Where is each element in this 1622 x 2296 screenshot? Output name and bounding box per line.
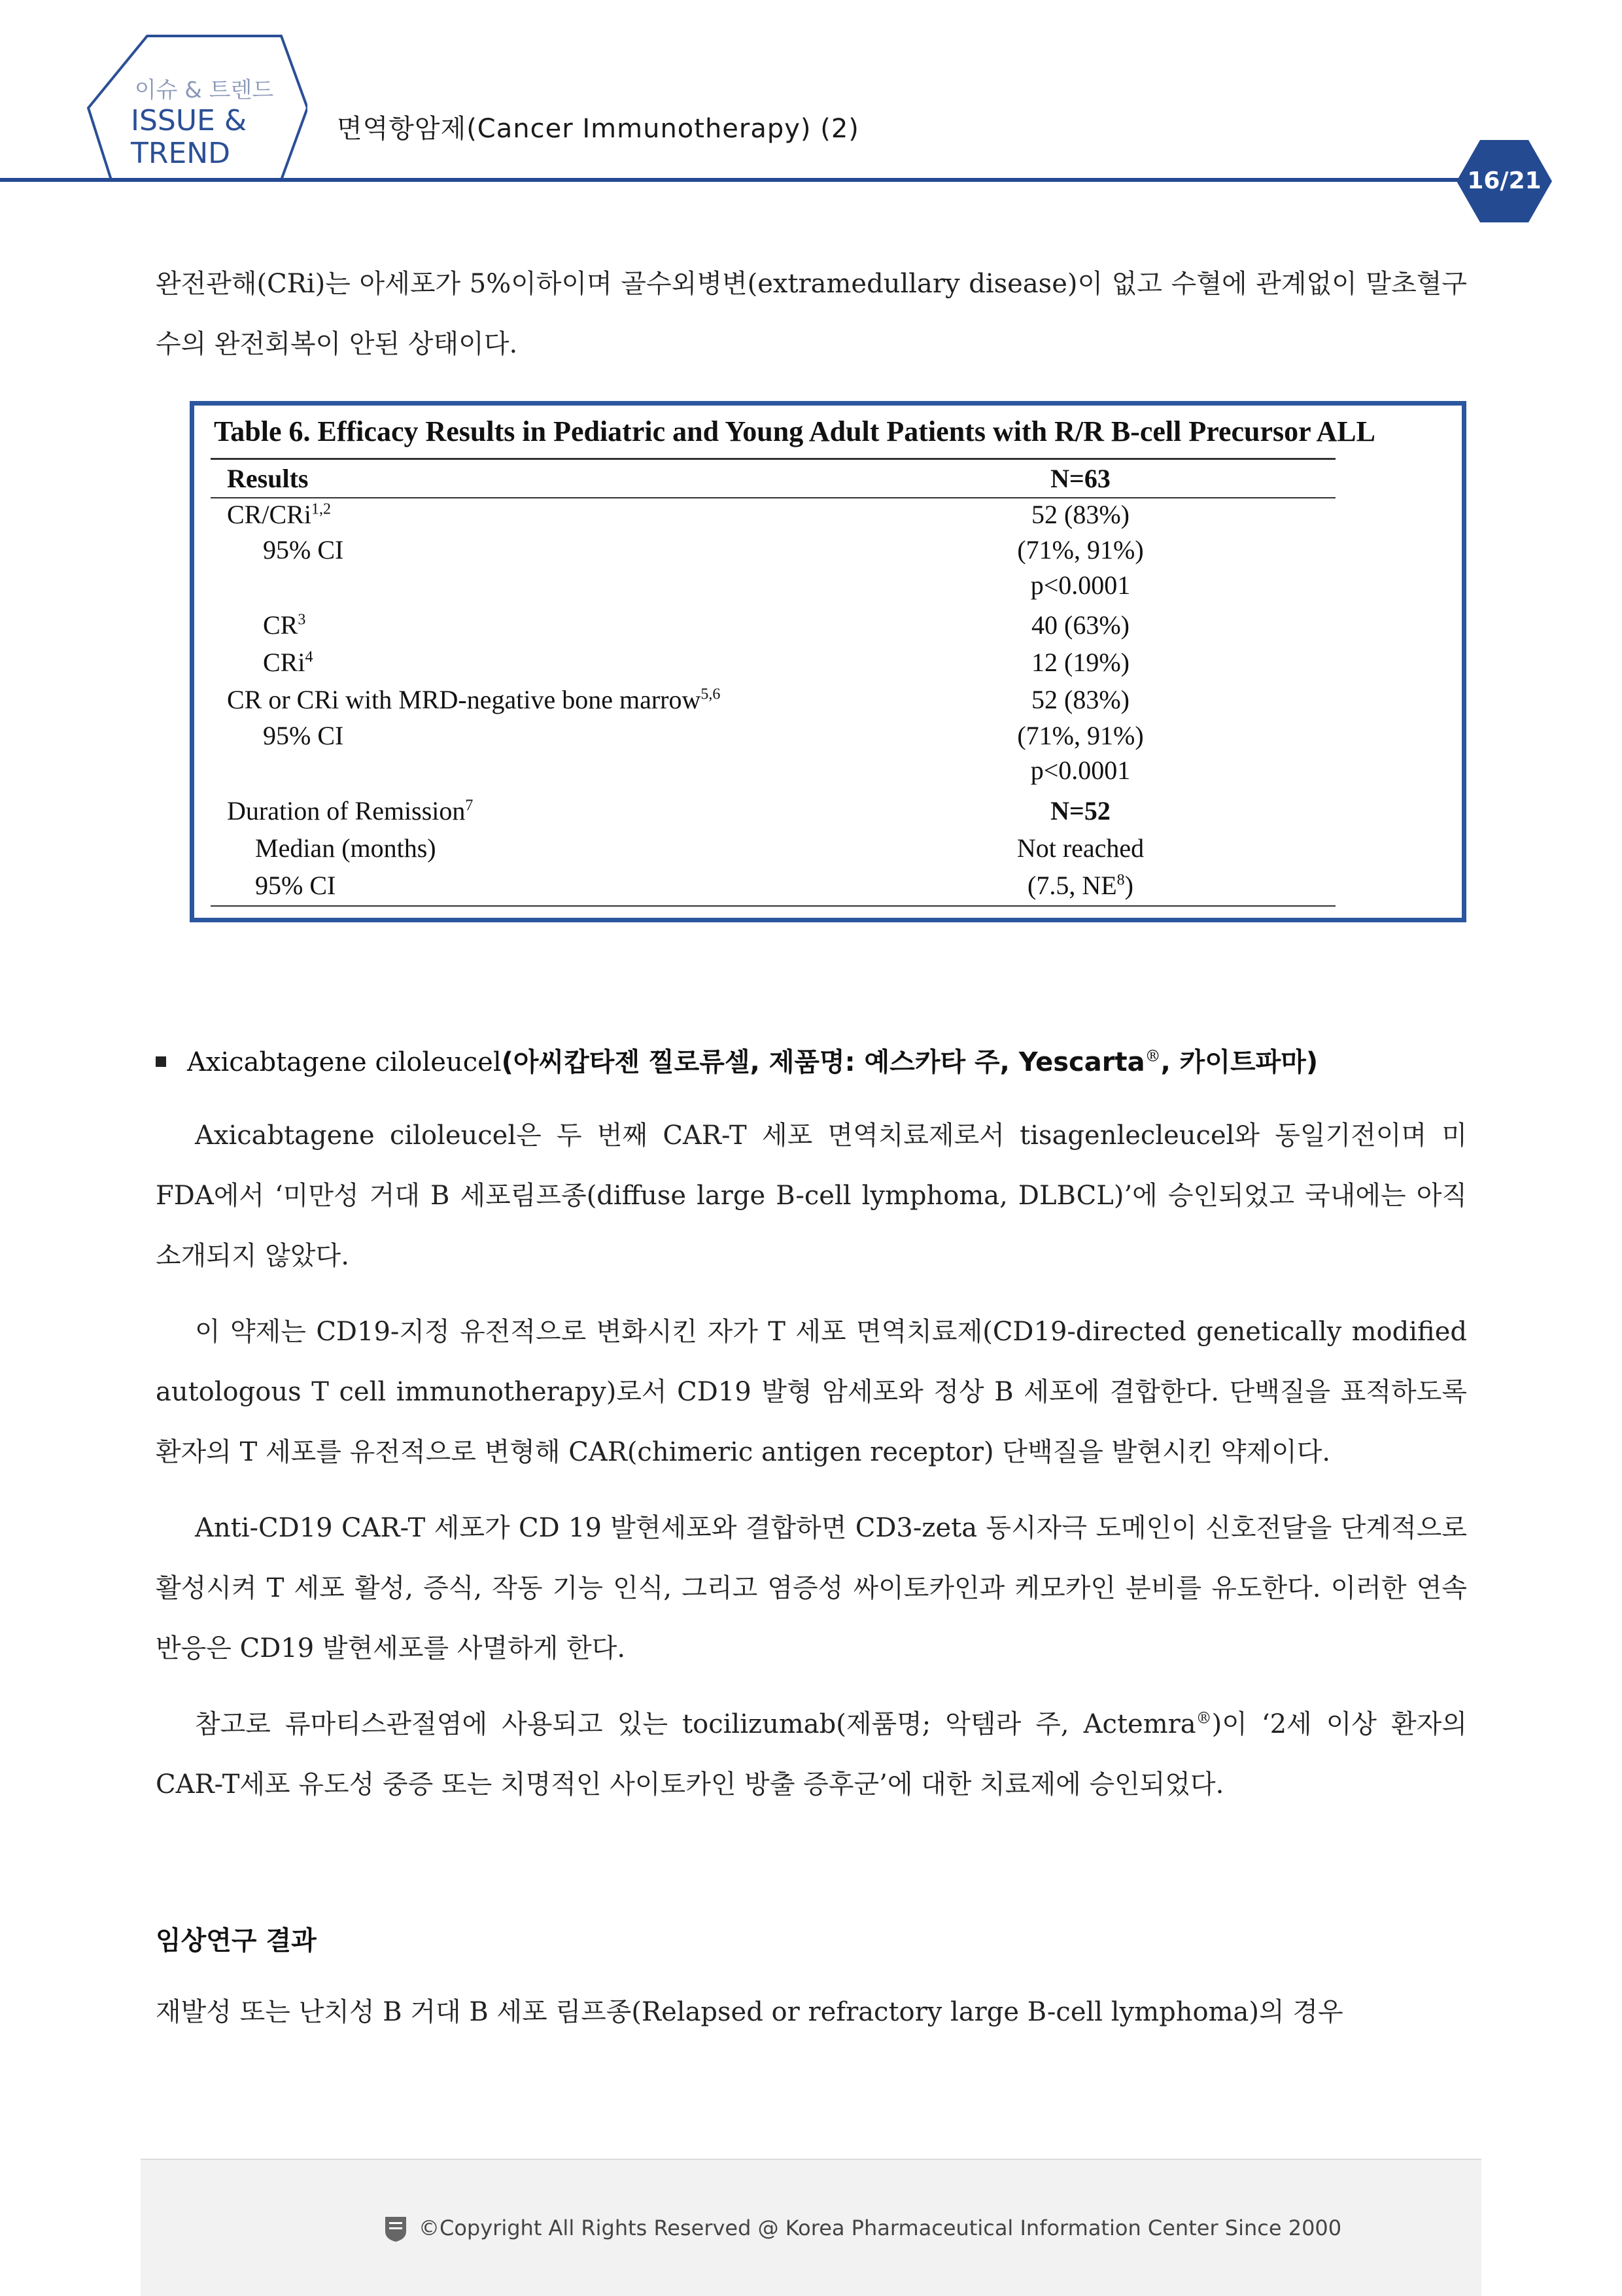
row-label-sup: 5,6 — [700, 686, 721, 703]
row-label — [263, 610, 305, 640]
registered-mark: ® — [1145, 1047, 1161, 1066]
table-header-row — [211, 463, 1336, 498]
toc-text-1: 참고로 류마티스관절염에 사용되고 있는 tocilizumab(제품명; 악템라 주, Actemra — [195, 1709, 1196, 1739]
row-label-sup: 7 — [465, 797, 474, 814]
toc-text-2: )이 ‘2세 이상 환자의 CAR-T세포 유도성 중증 또는 치명적인 사이토카인 방출 증후군’에 대한 치료제에 승인되었다. — [156, 1709, 1467, 1800]
page-number: 16/21 — [1467, 167, 1542, 194]
kpic-shield-icon — [383, 2214, 409, 2243]
row-label: Median (months) — [255, 833, 436, 863]
drug-name-kr: (아씨캅타젠 찔로류셀, 제품명: 예스카타 주, Yescarta — [501, 1047, 1145, 1077]
row-label — [227, 795, 473, 826]
row-label-text: CR — [263, 610, 298, 640]
row-value-prefix: (7.5, NE — [1027, 871, 1117, 900]
row-value: 52 (83%) — [1031, 500, 1130, 529]
logo-korean-label: 이슈 & 트렌드 — [134, 77, 274, 103]
body-paragraph: Axicabtagene ciloleucel은 두 번째 CAR-T 세포 면역치료제로서 tisagenlecleucel와 동일기전이며 미 FDA에서 ‘미만성 거대 B 세포림프종(diffuse large B-cell lymphoma, DLBCL)’에 승인되었고 국내에는 아직 소개되지 않았다. — [156, 1121, 1467, 1271]
logo-line-1: ISSUE & — [131, 104, 247, 137]
table-row — [211, 720, 1336, 756]
table-row — [211, 610, 1336, 645]
page-header-title: 면역항암제(Cancer Immunotherapy) (2) — [337, 114, 859, 144]
row-label: 95% CI — [255, 871, 336, 900]
table-bottom-rule — [211, 905, 1336, 907]
clinical-results-line: 재발성 또는 난치성 B 거대 B 세포 림프종(Relapsed or refractory large B-cell lymphoma)의 경우 — [156, 1997, 1343, 2027]
logo-line-2: TREND — [131, 137, 231, 170]
table-row — [211, 833, 1336, 868]
row-label — [227, 684, 720, 715]
row-value: N=52 — [1050, 796, 1111, 826]
row-label — [227, 499, 331, 530]
square-bullet-icon — [156, 1056, 166, 1067]
row-label-sup: 3 — [298, 611, 306, 629]
table-header-results: Results — [227, 464, 309, 493]
drug-name-en: Axicabtagene ciloleucel — [187, 1047, 502, 1077]
row-value — [982, 870, 1179, 901]
table-row — [211, 499, 1336, 534]
toc-registered-mark: ® — [1196, 1709, 1212, 1728]
table-row — [211, 570, 1336, 605]
table-row — [211, 870, 1336, 905]
row-value: p<0.0001 — [1030, 756, 1131, 785]
row-value: (71%, 91%) — [1017, 721, 1144, 750]
row-value: 12 (19%) — [1031, 648, 1130, 677]
row-label-sup: 1,2 — [311, 500, 331, 518]
table-row — [211, 534, 1336, 570]
intro-paragraph: 완전관해(CRi)는 아세포가 5%이하이며 골수외병변(extramedullary disease)이 없고 수혈에 관계없이 말초혈구수의 완전회복이 안된 상태이다. — [156, 269, 1467, 359]
table-header-rule — [211, 497, 1336, 498]
row-value: p<0.0001 — [1030, 570, 1131, 600]
issue-trend-logo — [85, 33, 307, 183]
row-value-sup: 8 — [1116, 871, 1125, 889]
row-label-text: CRi — [263, 648, 305, 677]
row-value: Not reached — [1016, 833, 1145, 863]
body-paragraph: Anti-CD19 CAR-T 세포가 CD 19 발현세포와 결합하면 CD3-zeta 동시자극 도메인이 신호전달을 단계적으로 활성시켜 T 세포 활성, 증식, 작동 기능 인식, 그리고 염증성 싸이토카인과 케모카인 분비를 유도한다. 이러한 연속 반응은 CD19 발현세포를 사멸하게 한다. — [156, 1513, 1467, 1663]
table-row — [211, 647, 1336, 682]
page-footer — [141, 2159, 1481, 2296]
logo-english-label — [131, 105, 247, 170]
row-value: (71%, 91%) — [1017, 535, 1144, 565]
drug-section-heading — [156, 1041, 1318, 1079]
efficacy-table — [190, 401, 1466, 922]
row-label-text: CR/CRi — [227, 500, 311, 529]
row-label: 95% CI — [263, 535, 344, 565]
drug-company: , 카이트파마) — [1160, 1047, 1319, 1077]
body-paragraph: 이 약제는 CD19-지정 유전적으로 변화시킨 자가 T 세포 면역치료제(CD19-directed genetically modified autologous T cell immunotherapy)로서 CD19 발형 암세포와 정상 B 세포에 결합한다. 단백질을 표적하도록 환자의 T 세포를 유전적으로 변형해 CAR(chimeric antigen receptor) 단백질을 발현시킨 약제이다. — [156, 1317, 1467, 1467]
clinical-results-heading: 임상연구 결과 — [156, 1926, 317, 1956]
row-label-sup: 4 — [305, 648, 313, 666]
row-label — [263, 647, 313, 678]
table-title: Table 6. Efficacy Results in Pediatric and Young Adult Patients with R/R B-cell Precursor ALL — [214, 415, 1375, 447]
row-value: 52 (83%) — [1031, 685, 1130, 714]
row-label-text: Duration of Remission — [227, 796, 466, 826]
row-label: 95% CI — [263, 721, 344, 750]
table-row — [211, 684, 1336, 720]
row-label-text: CR or CRi with MRD-negative bone marrow — [227, 685, 701, 714]
table-top-rule — [211, 458, 1336, 460]
header-divider — [0, 178, 1498, 182]
tocilizumab-paragraph — [156, 1694, 1467, 1815]
table-header-n: N=63 — [1050, 464, 1111, 493]
table-row — [211, 795, 1336, 831]
page-number-badge — [1455, 139, 1553, 224]
table-row — [211, 755, 1336, 790]
copyright-text: ©Copyright All Rights Reserved @ Korea Pharmaceutical Information Center Since 2000 — [419, 2216, 1342, 2240]
row-value: 40 (63%) — [1031, 610, 1130, 640]
row-value-suffix: ) — [1124, 871, 1133, 900]
